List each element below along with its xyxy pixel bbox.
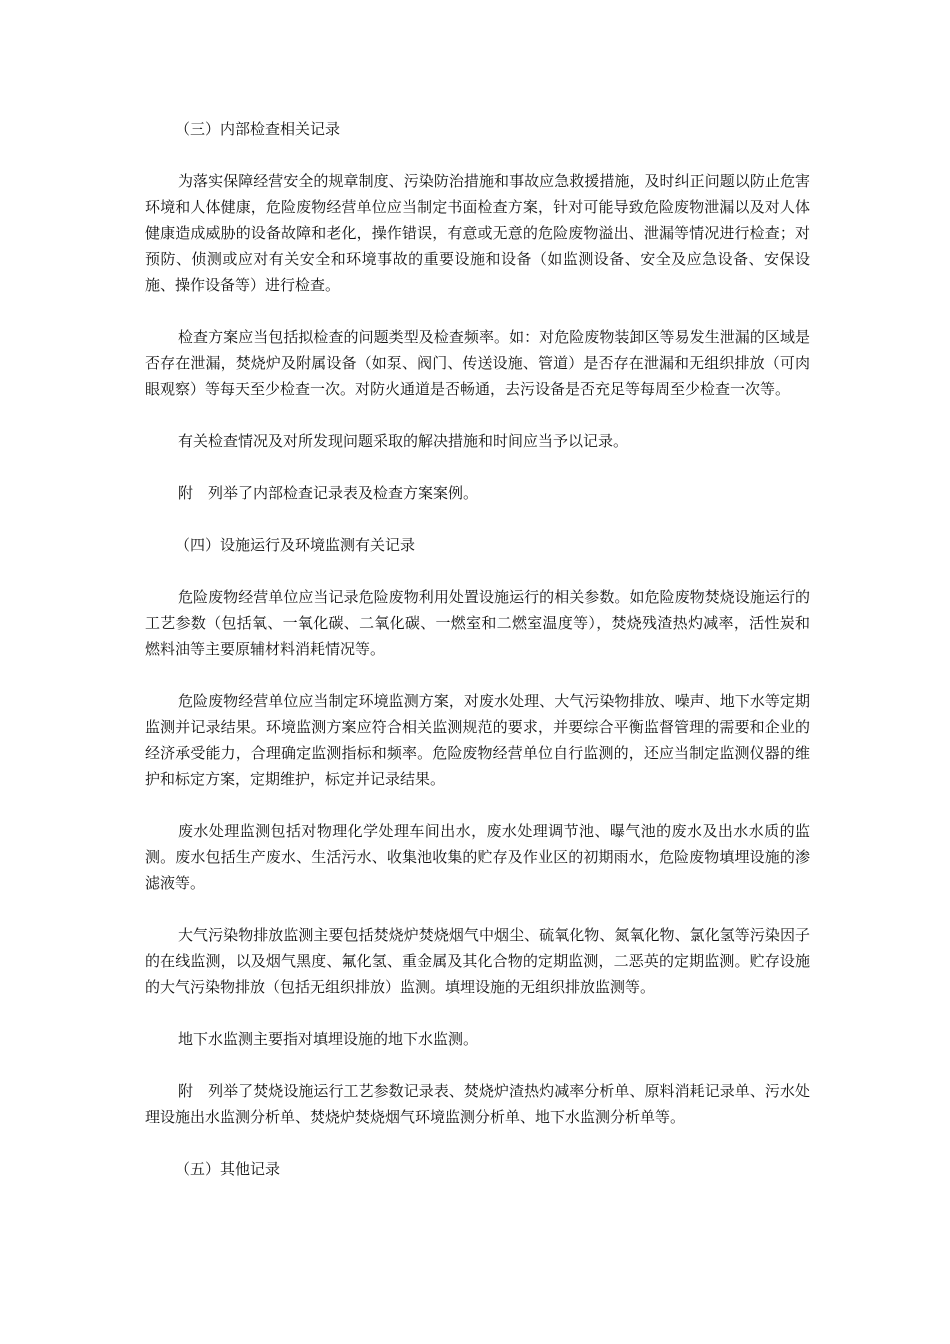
section-heading-other-records: （五）其他记录 xyxy=(175,1160,281,1178)
paragraph-wastewater-monitoring: 废水处理监测包括对物理化学处理车间出水，废水处理调节池、曝气池的废水及出水水质的监测。废水包括生产废水、生活污水、收集池收集的贮存及作业区的初期雨水，危险废物填埋设施的渗滤液等。 xyxy=(145,822,810,892)
paragraph-appendix-inspection: 附 列举了内部检查记录表及检查方案案例。 xyxy=(178,484,479,502)
document-body xyxy=(145,116,810,1182)
paragraph-appendix-monitoring: 附 列举了焚烧设施运行工艺参数记录表、焚烧炉渣热灼减率分析单、原料消耗记录单、污水处理设施出水监测分析单、焚烧炉焚烧烟气环境监测分析单、地下水监测分析单等。 xyxy=(145,1082,810,1126)
section-heading-facility-monitoring: （四）设施运行及环境监测有关记录 xyxy=(175,536,416,554)
paragraph-monitoring-plan: 危险废物经营单位应当制定环境监测方案，对废水处理、大气污染物排放、噪声、地下水等定期监测并记录结果。环境监测方案应符合相关监测规范的要求，并要综合平衡监督管理的需要和企业的经济承受能力，合理确定监测指标和频率。危险废物经营单位自行监测的，还应当制定监测仪器的维护和标定方案，定期维护，标定并记录结果。 xyxy=(145,692,810,788)
paragraph-inspection-purpose: 为落实保障经营安全的规章制度、污染防治措施和事故应急救援措施，及时纠正问题以防止危害环境和人体健康，危险废物经营单位应当制定书面检查方案，针对可能导致危险废物泄漏以及对人体健康造成威胁的设备故障和老化，操作错误，有意或无意的危险废物溢出、泄漏等情况进行检查；对预防、侦测或应对有关安全和环境事故的重要设施和设备（如监测设备、安全及应急设备、安保设施、操作设备等）进行检查。 xyxy=(145,172,810,294)
paragraph-inspection-records: 有关检查情况及对所发现问题采取的解决措施和时间应当予以记录。 xyxy=(178,432,629,450)
paragraph-inspection-plan: 检查方案应当包括拟检查的问题类型及检查频率。如：对危险废物装卸区等易发生泄漏的区域是否存在泄漏，焚烧炉及附属设备（如泵、阀门、传送设施、管道）是否存在泄漏和无组织排放（可肉眼观察）等每天至少检查一次。对防火通道是否畅通，去污设备是否充足等每周至少检查一次等。 xyxy=(145,328,810,398)
paragraph-facility-parameters: 危险废物经营单位应当记录危险废物利用处置设施运行的相关参数。如危险废物焚烧设施运行的工艺参数（包括氧、一氧化碳、二氧化碳、一燃室和二燃室温度等），焚烧残渣热灼减率，活性炭和燃料油等主要原辅材料消耗情况等。 xyxy=(145,588,810,658)
paragraph-air-monitoring: 大气污染物排放监测主要包括焚烧炉焚烧烟气中烟尘、硫氧化物、氮氧化物、氯化氢等污染因子的在线监测，以及烟气黑度、氟化氢、重金属及其化合物的定期监测，二恶英的定期监测。贮存设施的大气污染物排放（包括无组织排放）监测。填埋设施的无组织排放监测等。 xyxy=(145,926,810,996)
paragraph-groundwater-monitoring: 地下水监测主要指对填埋设施的地下水监测。 xyxy=(178,1030,479,1048)
section-heading-internal-inspection: （三）内部检查相关记录 xyxy=(175,120,341,138)
